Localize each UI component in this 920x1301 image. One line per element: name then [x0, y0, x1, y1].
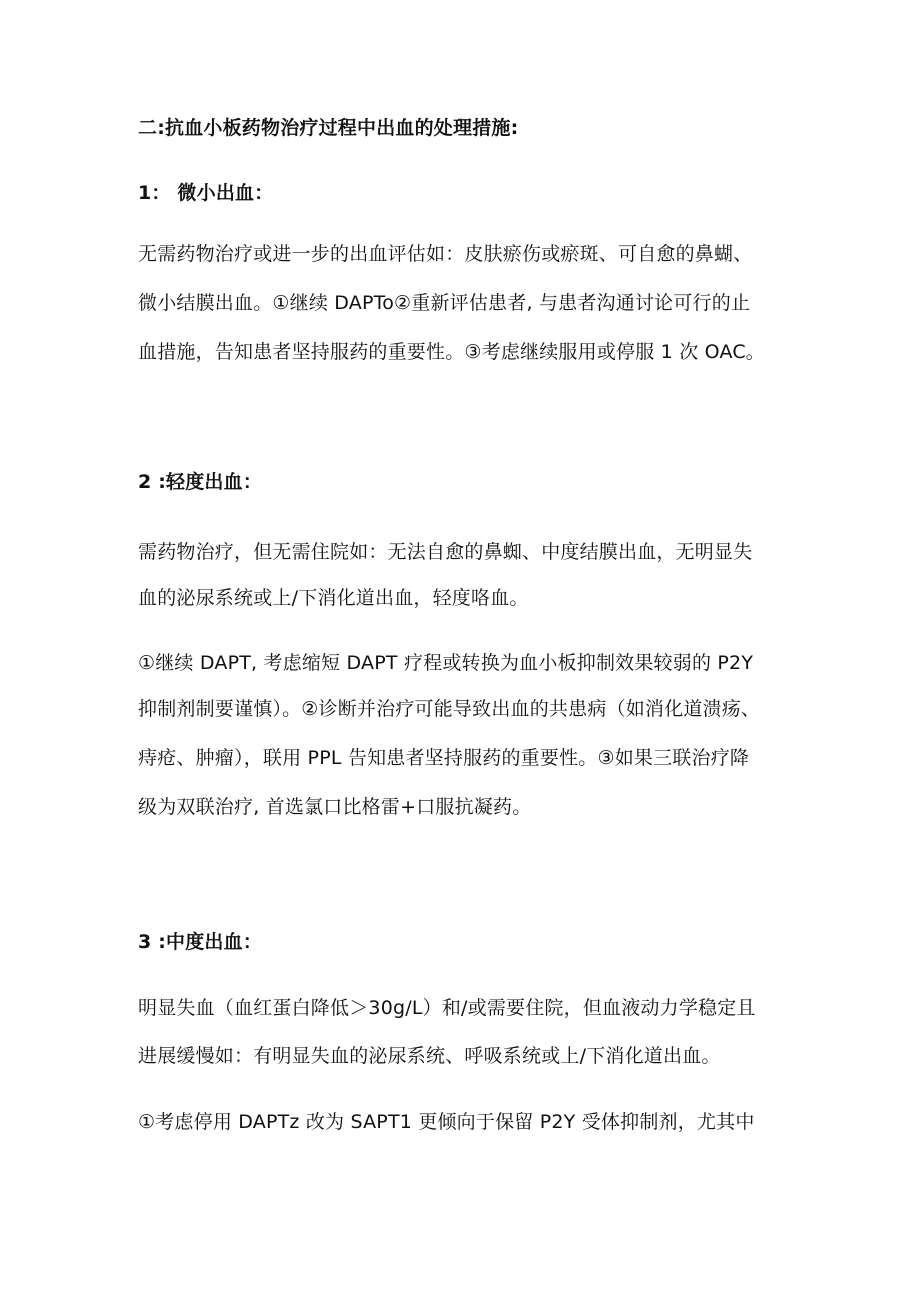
heading-minor-bleeding: 1： 微小出血： [138, 182, 274, 204]
paragraph-line: 需药物治疗，但无需住院如：无法自愈的鼻蜘、中度结膜出血，无明显失 [138, 541, 753, 563]
paragraph-line: 级为双联治疗, 首选氯口比格雷+口服抗凝药。 [138, 796, 532, 818]
heading-mild-bleeding: 2 :轻度出血： [138, 471, 263, 493]
paragraph-line: 抑制剂制要谨慎）。②诊断并治疗可能导致出血的共患病（如消化道溃疡、 [138, 698, 761, 720]
paragraph-line: 无需药物治疗或进一步的出血评估如：皮肤瘀伤或瘀斑、可自愈的鼻蝴、 [138, 243, 753, 265]
heading-moderate-bleeding: 3 :中度出血： [138, 931, 263, 953]
paragraph-line: 血的泌尿系统或上/下消化道出血，轻度咯血。 [138, 587, 529, 609]
paragraph-line: 微小结膜出血。①继续 DAPTo②重新评估患者, 与患者沟通讨论可行的止 [138, 292, 751, 314]
paragraph-line: ①考虑停用 DAPTz 改为 SAPT1 更倾向于保留 P2Y 受体抑制剂，尤其中 [138, 1111, 755, 1133]
paragraph-line: 明显失血（血红蛋白降低＞30g/L）和/或需要住院，但血液动力学稳定且 [138, 997, 756, 1019]
paragraph-line: 血措施，告知患者坚持服药的重要性。③考虑继续服用或停服 1 次 OAC。 [138, 341, 765, 363]
paragraph-line: ①继续 DAPT, 考虑缩短 DAPT 疗程或转换为血小板抑制效果较弱的 P2Y [138, 652, 754, 674]
paragraph-line: 痔疮、肿瘤），联用 PPL 告知患者坚持服药的重要性。③如果三联治疗降 [138, 747, 750, 769]
section-title: 二:抗血小板药物治疗过程中出血的处理措施: [138, 117, 519, 139]
paragraph-line: 进展缓慢如：有明显失血的泌尿系统、呼吸系统或上/下消化道出血。 [138, 1045, 721, 1067]
